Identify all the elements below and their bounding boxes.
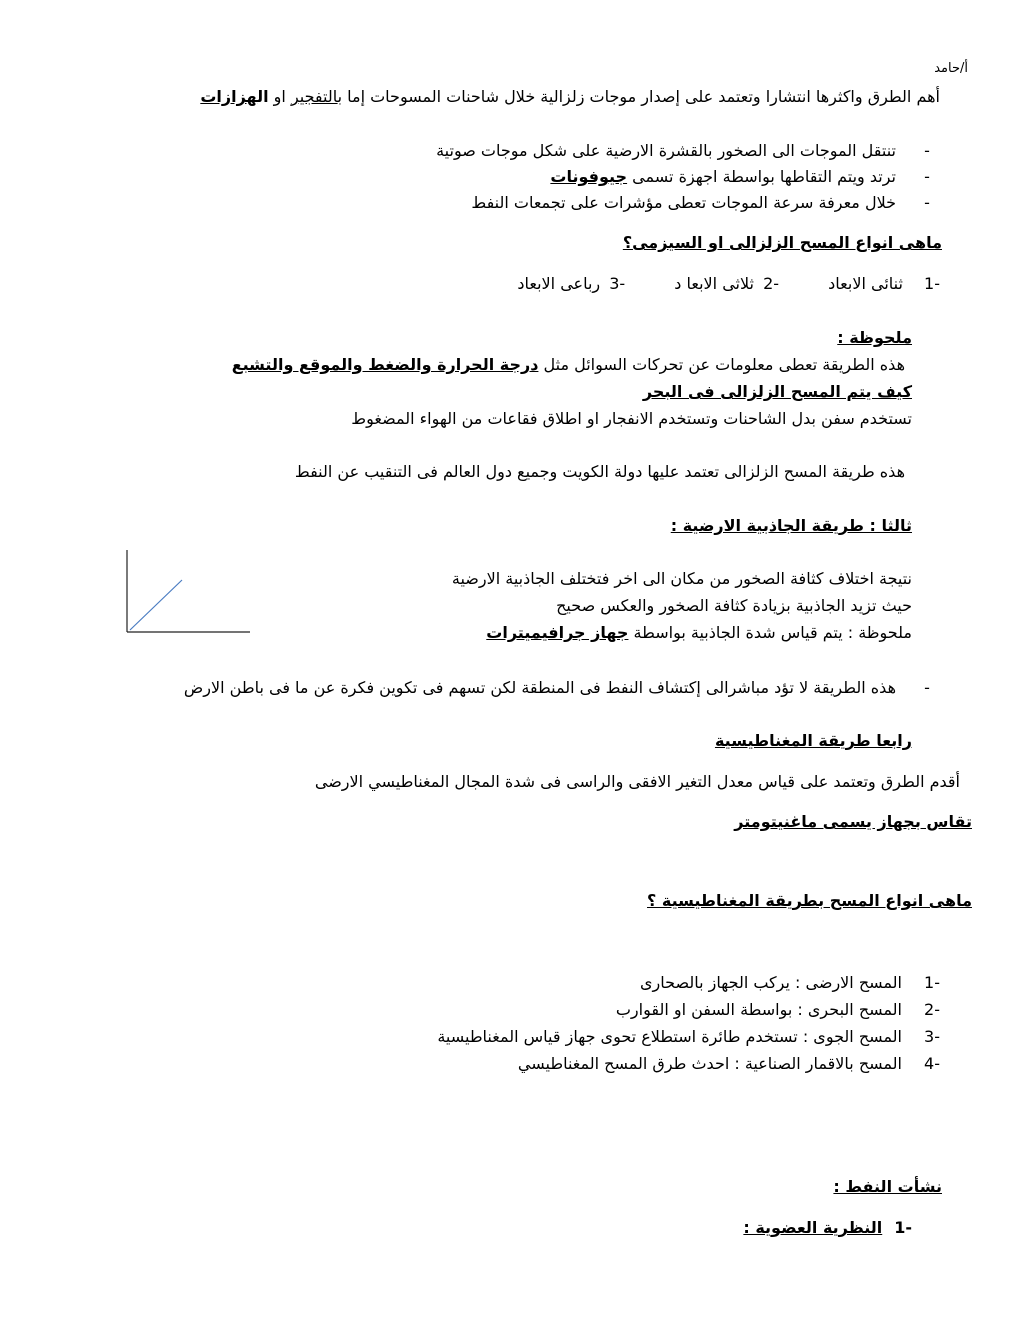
point-text: تنتقل الموجات الى الصخور بالقشرة الارضية على شكل موجات صوتية xyxy=(436,141,896,160)
bullet-marker: - xyxy=(924,167,930,186)
magnetic-heading: رابعا طريقة المغناطيسية xyxy=(714,731,912,750)
seismic-point-3 xyxy=(471,192,940,214)
point-text: خلال معرفة سرعة الموجات تعطى مؤشرات على تجمعات النفط xyxy=(471,193,896,212)
intro-text: أهم الطرق واكثرها انتشارا وتعتمد على إصدار موجات زلزالية خلال شاحنات المسوحات إما ب xyxy=(337,87,940,106)
kuwait-text: هذه طريقة المسح الزلزالى تعتمد عليها دولة الكويت وجميع دول العالم فى التنقيب عن النفط xyxy=(294,462,905,481)
term-gravimeter: جهاز جرافيميترات xyxy=(486,623,629,642)
gravity-line-4 xyxy=(184,677,940,699)
bullet-marker: - xyxy=(924,141,930,160)
item-number: -4 xyxy=(924,1054,940,1073)
sea-heading: كيف يتم المسح الزلزالى فى البحر xyxy=(642,382,912,401)
type-2d: ثنائى الابعاد xyxy=(828,274,903,293)
note-terms: درجة الحرارة والضغط والموقع والتشبع xyxy=(231,355,539,374)
seismic-point-1 xyxy=(436,140,940,162)
item-number: -3 xyxy=(609,274,626,293)
intro-term-explosion: التفجير xyxy=(290,87,338,106)
type-3d: ثلاثى الابعا د xyxy=(674,274,754,293)
magnetic-type-item xyxy=(437,1026,940,1048)
magnetic-type-item xyxy=(640,972,940,994)
item-number: -1 xyxy=(924,274,940,293)
gravity-line-3 xyxy=(486,622,912,644)
type-text: المسح البحرى : بواسطة السفن او القوارب xyxy=(615,1000,902,1019)
seismic-intro xyxy=(200,86,940,108)
gravity-heading: ثالثا : طريقة الجاذبية الارضية : xyxy=(670,516,912,535)
term-geophones: جيوفونات xyxy=(550,167,628,186)
item-number: -3 xyxy=(924,1027,940,1046)
type-text: المسح بالاقمار الصناعية : احدث طرق المسح المغناطيسي xyxy=(517,1054,902,1073)
item-number: -2 xyxy=(763,274,780,293)
type-4d: رباعى الابعاد xyxy=(517,274,601,293)
type-text: المسح الارضى : يركب الجهاز بالصحارى xyxy=(640,973,902,992)
intro-term-vibrators: هزازات xyxy=(200,87,258,106)
gravity-note-text: ملحوظة : يتم قياس شدة الجاذبية بواسطة xyxy=(628,623,912,642)
magnetic-types-heading: ماهى انواع المسح بطريقة المغناطيسية ؟ xyxy=(647,891,972,910)
magnetic-type-item xyxy=(616,999,940,1021)
gravity-line-1: نتيجة اختلاف كثافة الصخور من مكان الى اخر فتختلف الجاذبية الارضية xyxy=(451,569,912,588)
magnetic-type-item xyxy=(518,1053,940,1075)
note-heading: ملحوظة : xyxy=(837,328,912,347)
note-body: هذه الطريقة تعطى معلومات عن تحركات السوائل مثل xyxy=(538,355,905,374)
type-text: المسح الجوى : تستخدم طائرة استطلاع تحوى جهاز قياس المغناطيسية xyxy=(437,1027,902,1046)
organic-theory-item xyxy=(743,1217,912,1239)
bullet-marker: - xyxy=(924,193,930,212)
item-number: -2 xyxy=(924,1000,940,1019)
oil-origin-heading: نشأت النفط : xyxy=(833,1177,942,1196)
organic-theory-title: النظرية العضوية : xyxy=(743,1218,883,1237)
item-number: -1 xyxy=(924,973,940,992)
item-number: -1 xyxy=(894,1218,912,1237)
magnetic-text: أقدم الطرق وتعتمد على قياس معدل التغير الافقى والراسى فى شدة المجال المغناطيسي الارضى xyxy=(314,772,960,791)
seismic-types-heading: ماهى انواع المسح الزلزالى او السيزمى؟ xyxy=(622,233,942,252)
note-text xyxy=(232,354,905,376)
intro-or: او xyxy=(268,87,291,106)
magnetic-device: تقاس بجهاز يسمى ماغنيتومتر xyxy=(734,812,972,831)
seismic-types-list xyxy=(517,273,940,295)
gravity-line-2: حيث تزيد الجاذبية بزيادة كثافة الصخور والعكس صحيح xyxy=(556,596,912,615)
intro-term-prefix: ال xyxy=(257,87,269,106)
author-label: أ/حامد xyxy=(934,61,968,76)
gravity-dash-text: هذه الطريقة لا تؤد مباشرالى إكتشاف النفط فى المنطقة لكن تسهم فى تكوين فكرة عن ما فى باطن الارض xyxy=(183,678,896,697)
seismic-point-2 xyxy=(550,166,940,188)
gravity-graph xyxy=(120,548,260,638)
graph-trend-line xyxy=(130,580,182,630)
bullet-marker: - xyxy=(924,678,930,697)
point-text: ترتد ويتم التقاطها بواسطة اجهزة تسمى xyxy=(627,167,896,186)
sea-text: تستخدم سفن بدل الشاحنات وتستخدم الانفجار او اطلاق فقاعات من الهواء المضغوط xyxy=(351,409,912,428)
